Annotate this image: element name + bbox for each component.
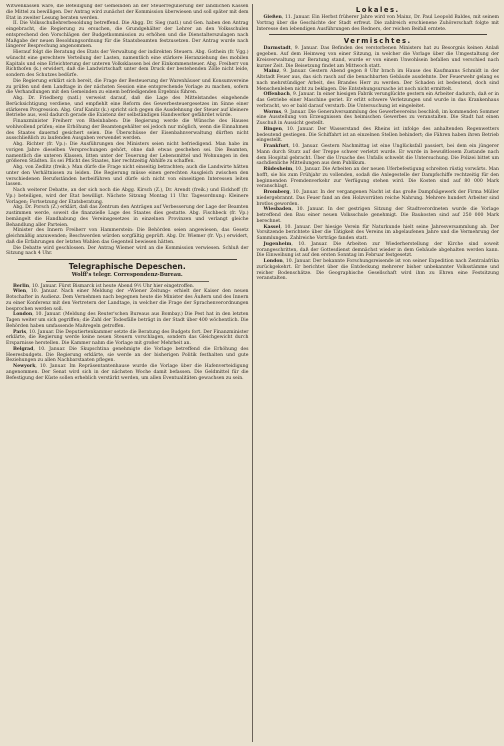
paragraph: London, 10. Januar. (Meldung des Reuter'schen Bureaus aus Bombay.) Die Pest hat in den letzten Tagen weiter um sich gegriffen; die Zahl der Todesfälle beträgt in der Stadt über 400 wöchentlich. Die Behörden haben umfassende Maßregeln getroffen. xyxy=(6,312,249,329)
section-title-miscellaneous: Vermischtes. xyxy=(343,37,412,46)
dateline: Berlin xyxy=(13,283,30,289)
dateline: Wien xyxy=(13,289,27,295)
dateline: London xyxy=(263,259,283,264)
paragraph: Abg. Richter (fr. Vp.): Die Ausführungen des Ministers seien nicht befriedigend. Man habe im vorigen Jahre dieselben Versprechungen gehört, ohne daß etwas geschehen sei. Die Beamten, namentlich die unteren Klassen, litten unter der Teuerung der Lebensmittel und Wohnungen in den größeren Städten. Es sei Pflicht des Staates, hier rechtzeitig Abhilfe zu schaffen. xyxy=(6,142,249,165)
dateline: Kassel xyxy=(263,224,281,230)
dateline: Mainz xyxy=(263,69,280,75)
dateline: Belgrad xyxy=(13,346,34,352)
right-column xyxy=(253,4,500,742)
dateline: Newyork xyxy=(13,364,36,369)
paragraph: Offenbach, 9. Januar. In einer hiesigen Fabrik verunglückte gestern ein Arbeiter dadurch, daß er in das Getriebe einer Maschine geriet. Er erlitt schwere Verletzungen und wurde in das Krankenhaus verbracht, wo er bald darauf verstarb. Die Untersuchung ist eingeleitet. xyxy=(256,92,499,109)
paragraph: Wiesbaden, 10. Januar. In der gestrigen Sitzung der Stadtverordneten wurde die Vorlage betreffend den Bau einer neuen Volksschule genehmigt. Die Baukosten sind auf 250 000 Mark berechnet. xyxy=(256,207,499,224)
dateline: Rüdesheim xyxy=(263,167,293,172)
paragraph: Bromberg, 10. Januar. In der vergangenen Nacht ist das große Dampfsägewerk der Firma Müller niedergebrannt. Das Feuer fand an den Holzvorräten reiche Nahrung. Mehrere hundert Arbeiter sind brotlos geworden. xyxy=(256,190,499,207)
paragraph: Hierauf folgt die Beratung des Etats der Verwaltung der indirekten Steuern. Abg. Gothein (fr. Vgg.) wünscht eine gerechtere Verteilung der Lasten, namentlich eine stärkere Heranziehung des mobilen Kapitals und eine Erleichterung der unteren Volksklassen bei der Einkommensteuer. Abg. Freiherr von Richthofen (k.) erwidert, daß die Landwirtschaft unter dem Druck der bestehenden Zölle nicht leide, sondern des Schutzes bedürfe. xyxy=(6,50,249,78)
paragraph: Newyork, 10. Januar. Im Repräsentantenhause wurde die Vorlage über die Hafenverteidigung angenommen. Der Senat wird sich in der nächsten Woche damit befassen. Die Geldmittel für die Befestigung der Küste sollen erheblich verstärkt werden, um allen Eventualitäten gewachsen zu sein. xyxy=(6,364,249,381)
paragraph: Nach weiterer Debatte, an der sich noch die Abgg. Kirsch (Z.), Dr. Arendt (freik.) und Eickhoff (fr. Vp.) beteiligen, wird der Etat bewilligt. Nächste Sitzung Montag 11 Uhr. Tagesordnung: Kleinere Vorlagen; Fortsetzung der Etatsberatung. xyxy=(6,188,249,205)
section-subtitle-bureau: Wolff's telegr. Correspondenz-Bureau. xyxy=(71,272,183,278)
parliament-report xyxy=(6,4,249,257)
paragraph: Abg. Dr. Porsch (Z.) erklärt, daß das Zentrum den Anträgen auf Verbesserung der Lage der Beamten zustimmen werde, soweit die finanzielle Lage des Staates dies gestatte. Abg. Fischbeck (fr. Vp.) bemängelt die Handhabung des Vereinsgesetzes in einzelnen Provinzen und verlangt gleiche Behandlung aller Parteien. xyxy=(6,205,249,228)
paragraph: Bingen, 10. Januar. Der Wasserstand des Rheins ist infolge des anhaltenden Regenwetters bedeutend gestiegen. Die Schiffahrt ist an einzelnen Stellen behindert; die Fähren haben ihren Betrieb eingestellt. xyxy=(256,126,499,144)
dateline: Darmstadt xyxy=(263,46,291,52)
paragraph: II. Die Volksschullehrerbesoldung betreffend. Die Abgg. Dr. Sieg (natl.) und Gen. haben den Antrag eingebracht, die Regierung zu ersuchen, die Grundgehälter der Lehrer an den Volksschulen entsprechend den Vorschlägen der Budgetkommission zu erhöhen und die Dienstalterszulagen nach Maßgabe der neuen Besoldungsordnung für die Staatsbeamten festzusetzen. Der Antrag wurde nach längerer Besprechung angenommen. xyxy=(6,21,249,50)
dateline: Gießen xyxy=(263,15,282,20)
dateline: Worms xyxy=(263,109,282,115)
paragraph: Darmstadt, 9. Januar. Das Befinden des verstorbenen Ministers hat zu Besorgnis keinen Anlaß gegeben. Auf dem Heimweg von einer Sitzung, in welcher die Vorlage über die Umgestaltung der Kreisverwaltung zur Beratung stand, wurde er von einem Unwohlsein befallen und verschied nach kurzer Zeit. Die Beisetzung findet am Mittwoch statt. xyxy=(256,46,499,69)
paragraph: Paris, 10. Januar. Die Deputiertenkammer setzte die Beratung des Budgets fort. Der Finanzminister erklärte, die Regierung werde keine neuen Steuern vorschlagen, sondern das Gleichgewicht durch Ersparnisse herstellen. Die Kammer nahm die Vorlage mit großer Mehrheit an. xyxy=(6,329,249,346)
paragraph: Witwenkassen wäre, die Beteiligung der Gemeinden an der Steuerregulierung der ländlichen Kassen die Mittel zu bewilligen. Der Antrag wird zunächst der Kommission überwiesen und soll später mit dem Etat in zweiter Lesung beraten werden. xyxy=(6,4,249,21)
paragraph: Wien, 10. Januar. Nach einer Meldung der »Wiener Zeitung« erhielt der Kaiser den neuen Botschafter in Audienz. Dem Vernehmen nach begegnen heute die Minister des Äußern und des Innern zu einer Konferenz mit den Vertretern der Landtage, in welcher die Frage der Sprachenverordnungen besprochen werden soll. xyxy=(6,289,249,312)
paragraph: Abg. Dr. Friedberg (natl.) verweist darauf, daß die Lage des Mittelstandes eingehende Berücksichtigung verdiene, und empfiehlt eine Reform des Gewerbesteuergesetzes im Sinne einer stärkeren Progression. Abg. Graf Kanitz (k.) spricht sich gegen die Ausdehnung der Steuer auf kleinere Betriebe aus, weil dadurch gerade die Existenz der selbständigen Handwerker gefährdet würde. xyxy=(6,96,249,119)
paragraph: Finanzminister Freiherr von Rheinbaben: Die Regierung werde die Wünsche des Hauses wohlwollend prüfen; eine Erhöhung der Beamtengehälter sei jedoch nur möglich, wenn die Einnahmen des Staates dauernd gesichert seien. Die Überschüsse der Eisenbahnverwaltung dürften nicht ausschließlich zu laufenden Ausgaben verwendet werden. xyxy=(6,119,249,142)
section-divider xyxy=(269,34,488,35)
left-column xyxy=(6,4,253,742)
dateline: Paris xyxy=(13,329,27,335)
paragraph: Kassel, 10. Januar. Der hiesige Verein für Naturkunde hielt seine Jahresversammlung ab. Der Vorsitzende berichtete über die Tätigkeit des Vereins im abgelaufenen Jahre und die Vermehrung der Sammlungen. Zahlreiche Vorträge fanden statt. xyxy=(256,224,499,241)
paragraph: Worms, 9. Januar. Die Generalversammlung des Gewerbevereins beschloß, im kommenden Sommer eine Ausstellung von Erzeugnissen des heimischen Gewerbes zu veranstalten. Die Stadt hat einen Zuschuß in Aussicht gestellt. xyxy=(256,109,499,126)
section-divider xyxy=(18,259,237,260)
paragraph: Belgrad, 10. Januar. Die Skupschtina genehmigte die Vorlage betreffend die Erhöhung des Heeresbudgets. Die Regierung erklärte, sie werde an der bisherigen Politik festhalten und gute Beziehungen zu allen Nachbarstaaten pflegen. xyxy=(6,346,249,364)
miscellaneous-reports xyxy=(257,46,500,282)
paragraph: London, 10. Januar. Der bekannte Forschungsreisende ist von seiner Expedition nach Zentralafrika zurückgekehrt. Er berichtet über die Entdeckung mehrerer bisher unbekannter Volksstämme und reicher Bodenschätze. Die Geographische Gesellschaft wird ihm zu Ehren eine Festsitzung veranstalten. xyxy=(256,259,499,282)
paragraph: Jugenheim, 10. Januar. Die Arbeiten zur Wiederherstellung der Kirche sind soweit vorangeschritten, daß der Gottesdienst demnächst wieder in dem Gebäude abgehalten werden kann. Die Einweihung ist auf den ersten Sonntag im Februar festgesetzt. xyxy=(256,241,499,259)
telegram-reports xyxy=(6,284,249,382)
dateline: Frankfurt xyxy=(263,144,289,149)
paragraph: Mainz, 9. Januar. Gestern Abend gegen 8 Uhr brach im Hause des Kaufmanns Schmidt in der Altstadt Feuer aus, das sich rasch auf die benachbarten Gebäude ausdehnte. Der Feuerwehr gelang es nach mehrstündiger Arbeit, des Brandes Herr zu werden. Der Schaden ist bedeutend, doch sind Menschenleben nicht zu beklagen. Die Entstehungsursache ist noch nicht ermittelt. xyxy=(256,69,499,92)
dateline: Offenbach xyxy=(263,92,290,98)
dateline: Jugenheim xyxy=(263,241,292,247)
paragraph: Frankfurt, 10. Januar. Gestern Nachmittag ist eine Unglücksfall passiert, bei dem ein jüngerer Mann durch Sturz auf der Treppe schwer verletzt wurde. Er wurde in bewußtlosem Zustande nach dem Hospital gebracht. Über die Ursache des Unfalls schwebt die Untersuchung. Die Polizei bittet um sachdienliche Mitteilungen aus dem Publikum. xyxy=(256,144,499,167)
paragraph: Minister des Innern Freiherr von Hammerstein: Die Behörden seien angewiesen, das Gesetz gleichmäßig anzuwenden; Beschwerden würden sorgfältig geprüft. Abg. Dr. Wiemer (fr. Vp.) erwidert, daß die Erfahrungen der letzten Wahlen das Gegenteil bewiesen hätten. xyxy=(6,228,249,245)
paragraph: Rüdesheim, 10. Januar. Die Arbeiten an der neuen Uferbefestigung schreiten rüstig vorwärts. Man hofft, sie bis zum Frühjahr zu vollenden, sodaß die Anlegestelle der Dampfschiffe rechtzeitig für den beginnenden Fremdenverkehr zur Verfügung stehen wird. Die Kosten sind auf 80 000 Mark veranschlagt. xyxy=(256,167,499,190)
paragraph: Gießen, 11. Januar. Ein Herbst früherer Jahre wird von Mainz, Dr. Paul Leopold Baldes, mit seinem Vortrag über die Geschichte der Stadt erfreut. Die zahlreich erschienene Zuhörerschaft folgte mit Interesse den lebendigen Ausführungen des Redners, der reichen Beifall erntete. xyxy=(256,15,499,32)
paragraph: Die Debatte wird geschlossen. Der Antrag Wiemer wird an die Kommission verwiesen. Schluß der Sitzung nach 4 Uhr. xyxy=(6,245,249,257)
section-title-local: Lokales. xyxy=(355,6,400,14)
subtitle-divider xyxy=(46,281,209,282)
dateline: Bingen xyxy=(263,126,282,132)
dateline: Wiesbaden xyxy=(263,207,292,213)
paragraph: Die Regierung erklärt sich bereit, die Frage der Besteuerung der Warenhäuser und Konsumvereine zu prüfen und dem Landtage in der nächsten Session eine entsprechende Vorlage zu machen, sofern die Verhandlungen mit den Gemeinden zu einem befriedigenden Ergebnis führen. xyxy=(6,78,249,96)
paragraph: Berlin, 10. Januar. Fürst Bismarck ist heute Abend 9½ Uhr hier eingetroffen. xyxy=(13,283,195,289)
dateline: London xyxy=(13,312,33,318)
section-title-telegrams: Telegraphische Depeschen. xyxy=(68,262,186,271)
paragraph: Abg. von Zedlitz (freik.): Man dürfe die Frage nicht einseitig betrachten; auch die Landwirte hätten unter den Verhältnissen zu leiden. Die Regierung müsse einen gerechten Ausgleich zwischen den verschiedenen Berufsständen herbeiführen und dürfe sich nicht von einseitigen Interessen leiten lassen. xyxy=(6,165,249,188)
dateline: Bromberg xyxy=(263,190,290,195)
